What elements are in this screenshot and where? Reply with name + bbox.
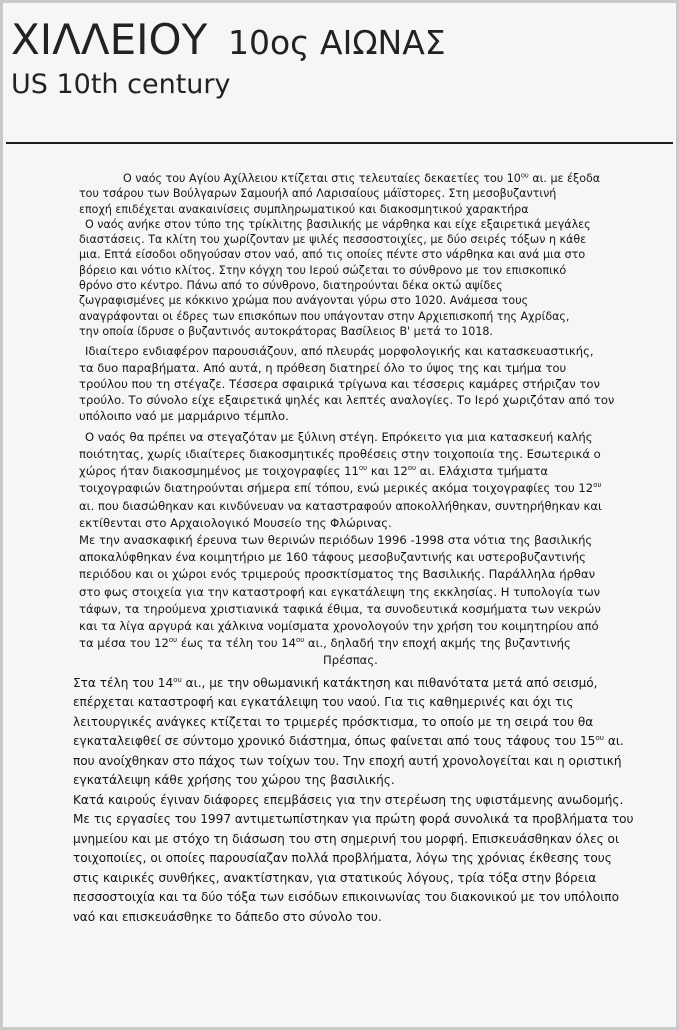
text-line — [73, 566, 665, 583]
text-run: διαστάσεις. Τα κλίτη του χωρίζονταν με ψιλές πεσσοστοιχίες, με δύο σειρές τόξων η κάθε — [79, 233, 587, 247]
text-run: ζωγραφισμένες με κόκκινο χρώμα που ανάγονται γύρω στο 1020. Ανάμεσα τους — [79, 294, 529, 308]
text-run: στις καιρικές συνθήκες, ανακτίστηκαν, για στατικούς λόγους, τρία τόξα στην βόρεια — [73, 870, 597, 885]
text-run: χώρος ήταν διακοσμημένος με τοιχογραφίες 11 — [79, 464, 359, 479]
text-line — [73, 463, 665, 480]
text-line — [73, 429, 665, 446]
text-run: του τσάρου των Βούλγαρων Σαμουήλ από Λαρισαίους μάϊστορες. Στη μεσοβυζαντινή — [79, 187, 557, 201]
text-run: επέρχεται καταστροφή και εγκατάλειψη του ναού. Για τις καθημερινές και όχι τις — [73, 695, 574, 710]
text-run: περιόδου και οι χώροι ενός τριμερούς προσκτίσματος της Βασιλικής. Παράλληλα ήρθαν — [79, 567, 596, 582]
body-text — [73, 171, 665, 927]
text-line — [73, 324, 665, 339]
text-run: εκτίθενται στο Αρχαιολογικό Μουσείο της Φλώρινας. — [79, 515, 392, 530]
superscript: ου — [520, 171, 529, 180]
text-line — [73, 217, 665, 232]
text-line — [73, 869, 665, 889]
superscript: ου — [168, 636, 178, 645]
text-run: ποιότητας, χωρίς ιδιαίτερες διακοσμητικές προθέσεις στην τοιχοποιία της. Εσωτερικά ο — [79, 446, 601, 461]
text-line — [73, 515, 665, 532]
text-line — [73, 293, 665, 308]
text-run: που ανοίχθηκαν στο πάχος των τοίχων του. Την εποχή αυτή χρονολογείται και η οριστική — [73, 753, 622, 768]
text-run: τάφων, τα τηρούμενα χριστιανικά ταφικά έθιμα, τα συνοδευτικά κοσμήματα των νεκρών — [79, 601, 601, 616]
text-line — [73, 888, 665, 908]
text-run: Κατά καιρούς έγιναν διάφορες επεμβάσεις για την στερέωση της υφιστάμενης ανωδομής. — [73, 792, 624, 807]
text-line — [73, 446, 665, 463]
title-century: 10ος ΑΙΩΝΑΣ — [227, 23, 446, 62]
text-run: αι., δηλαδή την εποχή ακμής της βυζαντινής — [304, 636, 571, 651]
text-run: και 12 — [367, 464, 408, 479]
superscript: ου — [173, 674, 182, 684]
text-line — [73, 791, 665, 811]
text-run: αποκαλύφθηκαν ένα κοιμητήριο με 160 τάφους μεσοβυζαντινής και υστεροβυζαντινής — [79, 550, 586, 565]
text-line — [73, 830, 665, 850]
text-run: Στα τέλη του 14 — [73, 675, 174, 690]
text-run: τα δυο παραβήματα. Από αυτά, η πρόθεση διατηρεί όλο το ύψος της και τμήμα του — [79, 360, 567, 375]
text-run: μια. Επτά είσοδοι οδηγούσαν στον ναό, από τις οποίες πέντε στο νάρθηκα και ανά μια στο — [79, 248, 586, 262]
text-line — [73, 232, 665, 247]
text-run: τοιχογραφιών διατηρούνται σήμερα επί τόπου, ενώ μερικές ακόμα τοιχογραφίες του 12 — [79, 481, 594, 496]
text-run: Ο ναός θα πρέπει να στεγαζόταν με ξύλινη στέγη. Επρόκειτο για μια κατασκευή καλής — [85, 429, 593, 444]
text-line — [73, 498, 665, 515]
text-run: θρόνο στο κέντρο. Πάνω από το σύνθρονο, διατηρούνται δέκα οκτώ αψίδες — [79, 279, 503, 293]
text-run: εποχή επιδέχεται ανακαινίσεις συμπληρωματικού και διακοσμητικού χαρακτήρα — [79, 202, 529, 216]
text-line — [73, 186, 665, 201]
text-run: αι. που διασώθηκαν και κινδύνευαν να καταστραφούν αποκολλήθηκαν, συντηρήθηκαν και — [79, 498, 602, 513]
text-line — [73, 247, 665, 262]
text-line — [73, 652, 665, 669]
text-run: Ιδιαίτερο ενδιαφέρον παρουσιάζουν, από πλευράς μορφολογικής και κατασκευαστικής, — [85, 344, 594, 359]
text-run: αναγράφονται οι έδρες των επισκόπων που υπάγονταν στην Αρχιεπισκοπή της Αχρίδας, — [79, 309, 570, 323]
text-line — [73, 408, 665, 424]
text-run: αι., με την οθωμανική κατάκτηση και πιθανότατα μετά από σεισμό, — [181, 675, 598, 690]
text-line — [73, 752, 665, 772]
text-run: έως τα τέλη του 14 — [177, 636, 296, 651]
text-line — [73, 263, 665, 278]
text-run: Πρέσπας. — [323, 653, 378, 668]
text-run: και τα λίγα αργυρά και χάλκινα νομίσματα χρονολογούν την χρήση του κοιμητηρίου από — [79, 618, 599, 633]
superscript: ου — [295, 636, 305, 645]
superscript: ου — [407, 464, 416, 473]
text-line — [73, 392, 665, 408]
text-run: εγκατάλειψη κάθε χρήσης του χώρου της βασιλικής. — [73, 773, 395, 788]
text-run: μνημείου και με στόχο τη διάσωση του στη σημερινή του μορφή. Επισκευάσθηκαν όλες οι — [73, 831, 620, 846]
text-line — [73, 810, 665, 830]
text-line — [73, 771, 665, 791]
text-line — [73, 549, 665, 566]
text-run: λειτουργικές ανάγκες κτίζεται το τριμερές πρόσκτισμα, το οποίο με τη σειρά του θα — [73, 714, 594, 729]
text-line — [73, 601, 665, 618]
text-run: Ο ναός ανήκε στον τύπο της τρίκλιτης βασιλικής με νάρθηκα και είχε εξαιρετικά μεγάλες — [85, 217, 591, 231]
text-line — [73, 532, 665, 549]
divider — [6, 142, 673, 144]
text-line — [73, 343, 665, 359]
text-run: τρούλου που τη στέγαζε. Τέσσερα σφαιρικά τρίγωνα και τέσσερις καμάρες στήριζαν τον — [79, 376, 600, 391]
text-line — [73, 309, 665, 324]
text-run: στο φως στοιχεία για την καταστροφή και εγκατάλειψη της εκκλησίας. Η τυπολογία των — [79, 584, 601, 599]
text-run: Με την ανασκαφική έρευνα των θερινών περιόδων 1996 -1998 στα νότια της βασιλικής — [79, 532, 593, 547]
superscript: ου — [358, 464, 368, 473]
text-line — [73, 360, 665, 376]
text-line — [73, 693, 665, 713]
text-run: αι. — [604, 734, 624, 749]
text-line — [73, 278, 665, 293]
page-subtitle: US 10th century — [11, 69, 231, 100]
text-line — [73, 618, 665, 635]
text-run: ναό και επισκευάσθηκε το δάπεδο στο σύνολο του. — [73, 909, 382, 924]
text-run: αι. Ελάχιστα τμήματα — [416, 464, 549, 479]
text-line — [73, 376, 665, 392]
text-run: Με τις εργασίες του 1997 αντιμετωπίστηκαν για πρώτη φορά συνολικά τα προβλήματα του — [73, 812, 634, 827]
superscript: ου — [593, 481, 602, 490]
superscript: ου — [595, 733, 604, 743]
title-main: ΧΙΛΛΕΙΟΥ — [11, 15, 208, 64]
text-run: πεσσοστοιχία και τα δύο τόξα των εισόδων επικοινωνίας του διακονικού με τον υπόλοιπο — [73, 890, 619, 905]
text-line — [73, 171, 665, 186]
text-run: τοιχοποιίες, οι οποίες παρουσίαζαν πολλά προβλήματα, λόγω της χρόνιας έκθεσης τους — [73, 851, 612, 866]
text-run: βόρειο και νότιο κλίτος. Στην κόγχη του Ιερού σώζεται το σύνθρονο με τον επισκοπικό — [79, 263, 567, 277]
page-title — [11, 15, 446, 65]
text-line — [73, 584, 665, 601]
text-run: τα μέσα του 12 — [79, 636, 169, 651]
text-run: Ο ναός του Αγίου Αχίλλειου κτίζεται στις τελευταίες δεκαετίες του 10 — [123, 172, 521, 185]
text-line — [73, 674, 665, 694]
text-line — [73, 713, 665, 733]
text-line — [73, 732, 665, 752]
text-line — [73, 202, 665, 217]
text-run: εγκαταλειφθεί σε σύντομο χρονικό διάστημα, όπως φαίνεται από τους τάφους του 15 — [73, 734, 596, 749]
text-run: τρούλο. Το σύνολο είχε εξαιρετικά ψηλές και λεπτές αναλογίες. Το Ιερό χωριζόταν από τον — [79, 393, 615, 408]
text-line — [73, 480, 665, 497]
text-run: αι. με έξοδα — [528, 172, 601, 185]
text-line — [73, 849, 665, 869]
text-line — [73, 908, 665, 928]
text-run: την οποία ίδρυσε ο βυζαντινός αυτοκράτορας Βασίλειος Β' μετά το 1018. — [79, 324, 493, 338]
text-line — [73, 635, 665, 652]
text-run: υπόλοιπο ναό με μαρμάρινο τέμπλο. — [79, 409, 289, 424]
